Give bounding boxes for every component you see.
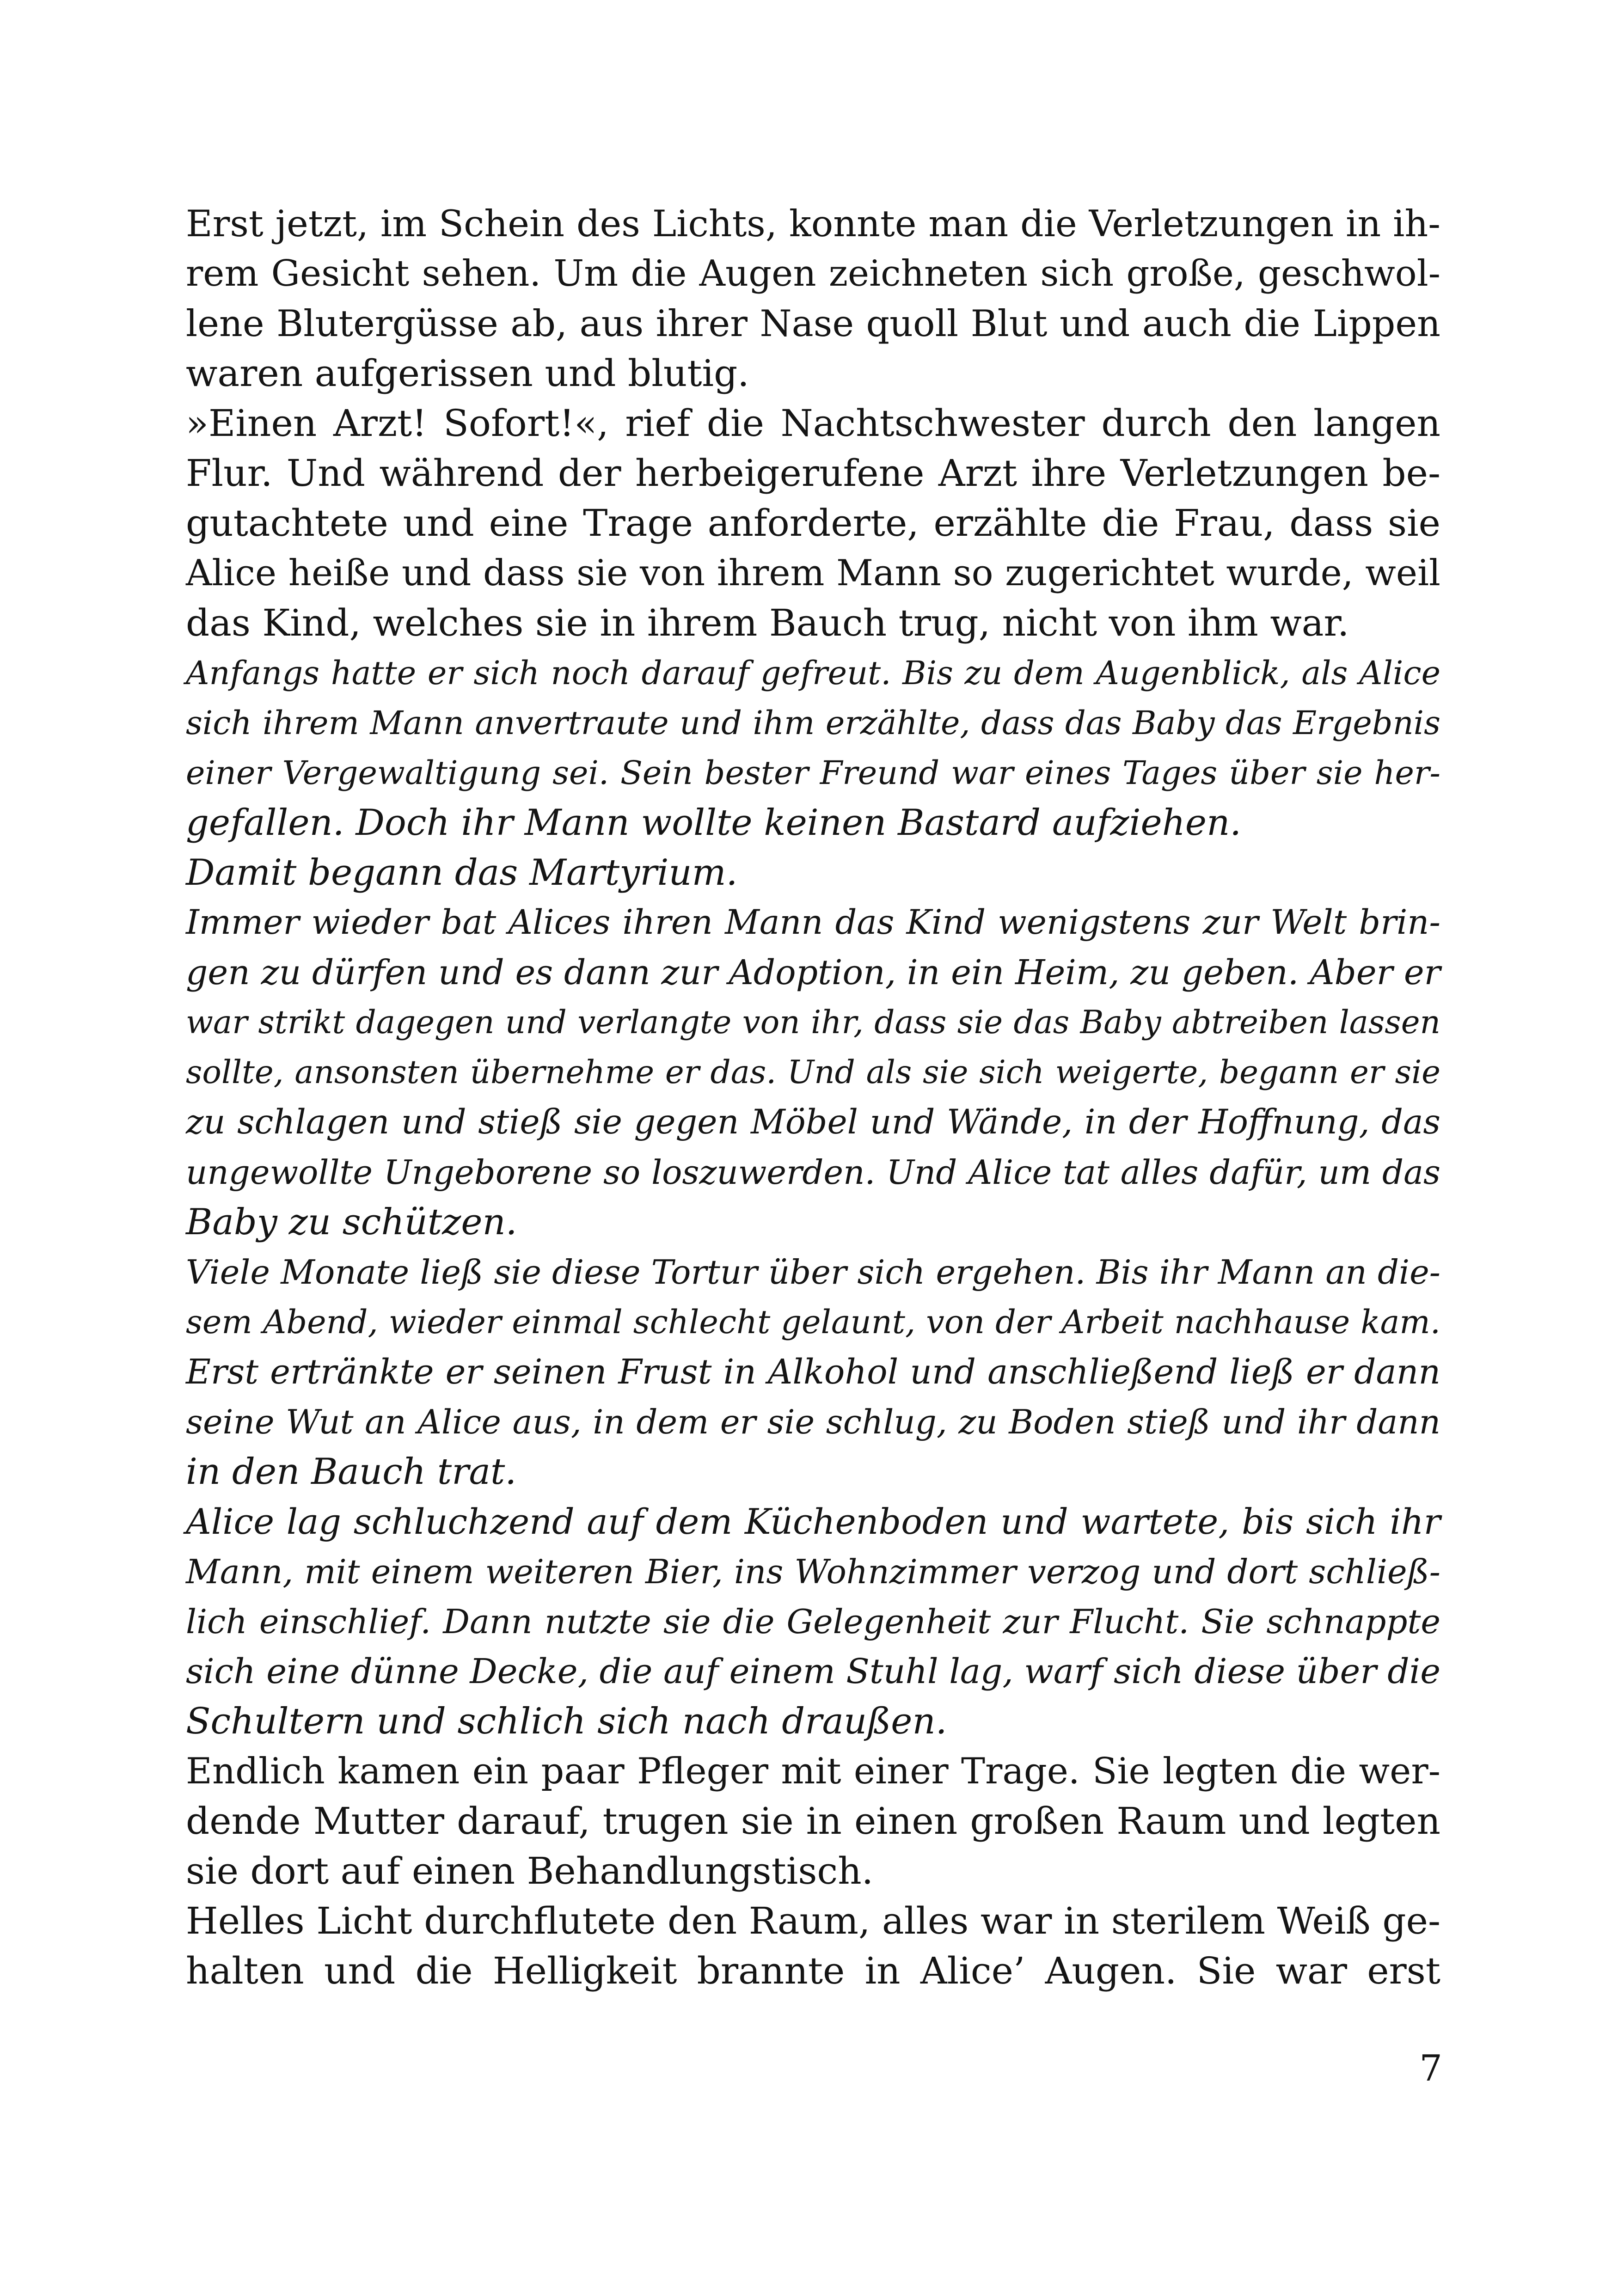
text-line: seine Wut an Alice aus, in dem er sie schlug, zu Boden stieß und ihr dann bbox=[186, 1402, 1440, 1441]
text-line: Anfangs hatte er sich noch darauf gefreut. Bis zu dem Augenblick, als Alice bbox=[186, 654, 1440, 692]
text-line: gefallen. Doch ihr Mann wollte keinen Bastard aufziehen. bbox=[186, 802, 1242, 844]
text-line: Alice heiße und dass sie von ihrem Mann so zugerichtet wurde, weil bbox=[186, 552, 1440, 594]
text-line: Helles Licht durchflutete den Raum, alles war in sterilem Weiß ge- bbox=[186, 1899, 1440, 1942]
text-line: Damit begann das Martyrium. bbox=[186, 852, 738, 894]
text-line: »Einen Arzt! Sofort!«, rief die Nachtschwester durch den langen bbox=[186, 402, 1440, 445]
text-line: sich ihrem Mann anvertraute und ihm erzählte, dass das Baby das Ergebnis bbox=[186, 704, 1440, 742]
text-line: sie dort auf einen Behandlungstisch. bbox=[186, 1849, 874, 1892]
text-line: Mann, mit einem weiteren Bier, ins Wohnzimmer verzog und dort schließ- bbox=[186, 1552, 1440, 1591]
text-line: dende Mutter darauf, trugen sie in einen großen Raum und legten bbox=[186, 1800, 1440, 1843]
text-line: einer Vergewaltigung sei. Sein bester Freund war eines Tages über sie her- bbox=[186, 754, 1440, 792]
text-line: lich einschlief. Dann nutzte sie die Gelegenheit zur Flucht. Sie schnappte bbox=[186, 1602, 1440, 1641]
text-line: Erst ertränkte er seinen Frust in Alkohol und anschließend ließ er dann bbox=[186, 1352, 1440, 1392]
text-line: rem Gesicht sehen. Um die Augen zeichneten sich große, geschwol- bbox=[186, 253, 1440, 294]
text-line: lene Blutergüsse ab, aus ihrer Nase quoll Blut und auch die Lippen bbox=[186, 302, 1440, 345]
text-line: Immer wieder bat Alices ihren Mann das Kind wenigstens zur Welt brin- bbox=[186, 903, 1440, 942]
text-line: Flur. Und während der herbeigerufene Arzt ihre Verletzungen be- bbox=[186, 452, 1440, 495]
text-line: in den Bauch trat. bbox=[186, 1451, 517, 1493]
text-line: gen zu dürfen und es dann zur Adoption, in ein Heim, zu geben. Aber er bbox=[186, 953, 1440, 992]
text-line: Erst jetzt, im Schein des Lichts, konnte man die Verletzungen in ih- bbox=[186, 202, 1440, 245]
text-line: zu schlagen und stieß sie gegen Möbel und Wände, in der Hoffnung, das bbox=[186, 1102, 1440, 1142]
text-line: sich eine dünne Decke, die auf einem Stuhl lag, warf sich diese über die bbox=[186, 1652, 1441, 1691]
text-line: Viele Monate ließ sie diese Tortur über sich ergehen. Bis ihr Mann an die- bbox=[186, 1253, 1440, 1292]
text-line: war strikt dagegen und verlangte von ihr, dass sie das Baby abtreiben lassen bbox=[186, 1004, 1440, 1041]
text-line: das Kind, welches sie in ihrem Bauch trug, nicht von ihm war. bbox=[186, 601, 1349, 644]
text-line: gutachtete und eine Trage anforderte, erzählte die Frau, dass sie bbox=[186, 502, 1440, 545]
text-line: sem Abend, wieder einmal schlecht gelaunt, von der Arbeit nachhause kam. bbox=[186, 1303, 1440, 1341]
text-line: halten und die Helligkeit brannte in Alice’ Augen. Sie war erst bbox=[186, 1949, 1440, 1992]
text-line: ungewollte Ungeborene so loszuwerden. Und Alice tat alles dafür, um das bbox=[186, 1153, 1440, 1192]
text-line: waren aufgerissen und blutig. bbox=[186, 352, 749, 395]
page-number: 7 bbox=[1419, 2048, 1442, 2089]
text-line: sollte, ansonsten übernehme er das. Und als sie sich weigerte, begann er sie bbox=[186, 1054, 1440, 1091]
text-line: Schultern und schlich sich nach draußen. bbox=[186, 1701, 947, 1742]
text-line: Endlich kamen ein paar Pfleger mit einer Trage. Sie legten die wer- bbox=[186, 1751, 1440, 1792]
text-line: Baby zu schützen. bbox=[186, 1201, 517, 1243]
text-line: Alice lag schluchzend auf dem Küchenboden und wartete, bis sich ihr bbox=[186, 1501, 1440, 1542]
